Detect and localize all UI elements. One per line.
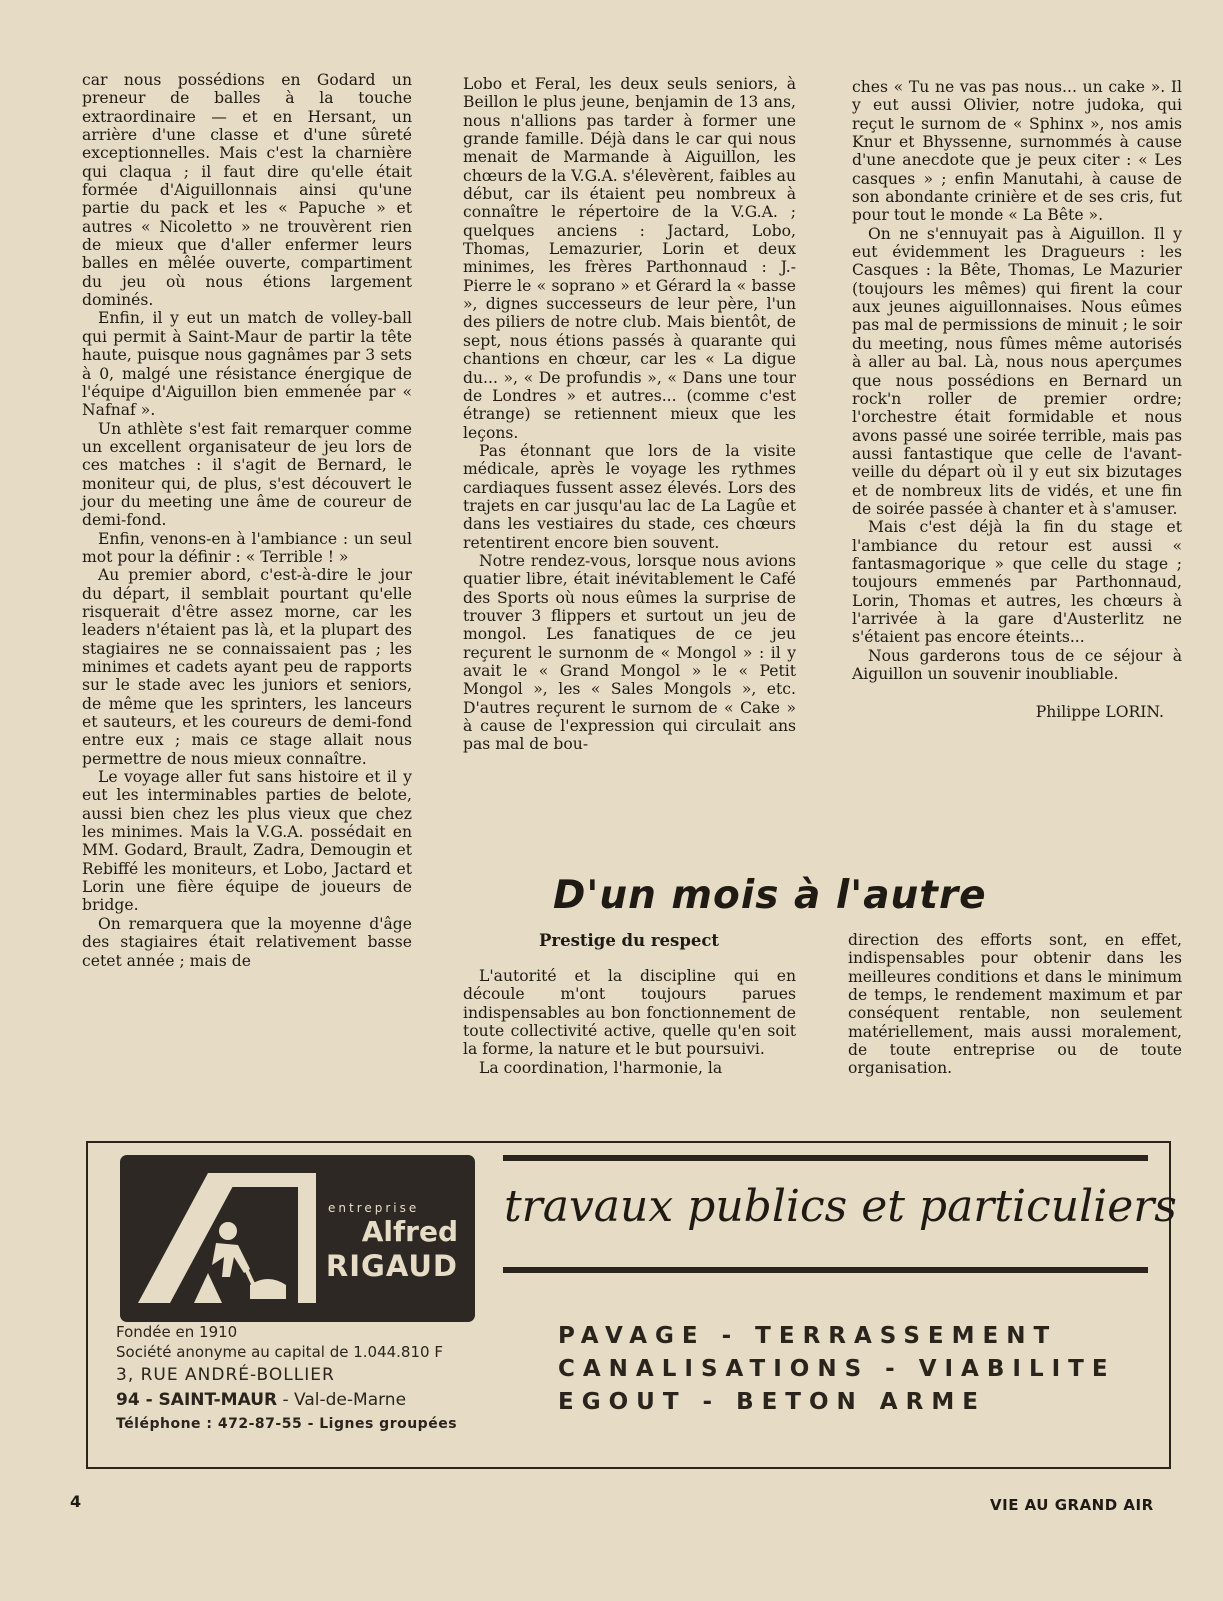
article-paragraph: Enfin, il y eut un match de volley-ball qui permit à Saint-Maur de partir la tête haute, puisque nous gagnâmes par 3 sets à 0, malgé une résistance énergique de l'équipe d'Aiguillon bien emmenée par « Nafnaf ». (82, 309, 412, 420)
article-paragraph: Notre rendez-vous, lorsque nous avions quatier libre, était inévitablement le Café des Sports où nous eûmes la surprise de trouver 3 flippers et surtout un jeu de mongol. Les fanatiques de ce jeu reçurent le surnonm de « Mongol » : il y avait le « Grand Mongol » le « Petit Mongol », les « Sales Mongols », etc. D'autres reçurent le surnom de « Cake » à cause de l'expression qui circulait ans pas mal de bou- (463, 551, 796, 754)
article-paragraph: Lobo et Feral, les deux seuls seniors, à Beillon le plus jeune, benjamin de 13 ans, nous n'allions pas tarder à former une grande famille. Déjà dans le car qui nous menait de Marmande à Aiguillon, les chœurs de la V.G.A. s'élevèrent, faibles au début, car ils étaient peu nombreux à connaître le répertoire de la V.G.A. ; quelques anciens : Jactard, Lobo, Thomas, Lemazurier, Lorin et deux minimes, les frères Parthonnaud : J.-Pierre le « soprano » et Gérard la « basse », dignes successeurs de leur père, l'un des piliers de notre club. Mais bientôt, de sept, nous étions passés à quarante qui chantions en chœur, car les « La digue du... », « De profundis », « Dans une tour de Londres » et autres... (comme c'est étrange) se retiennent mieux que les leçons. (463, 75, 796, 442)
article-paragraph: Le voyage aller fut sans histoire et il y eut les interminables parties de belote, aussi bien chez les plus vieux que chez les minimes. Mais la V.G.A. possédait en MM. Godard, Brault, Zadra, Demougin et Rebiffé les moniteurs, et Lobo, Jactard et Lorin une fière équipe de joueurs de bridge. (82, 768, 412, 915)
company-info (116, 1323, 457, 1436)
article-paragraph: Mais c'est déjà la fin du stage et l'ambiance du retour est aussi « fantasmagorique » que celle du stage ; toujours emmenés par Parthonnaud, Lorin, Thomas et autres, les chœurs à l'arrivée à la gare d'Austerlitz ne s'étaient pas encore éteints... (852, 518, 1182, 647)
services-list (558, 1320, 1116, 1419)
article-paragraph: Un athlète s'est fait remarquer comme un excellent organisateur de jeu lors de ces matches : il s'agit de Bernard, le moniteur qui, de plus, s'est découvert le jour du meeting une âme de coureur de demi-fond. (82, 419, 412, 530)
worker-logo-icon (138, 1173, 328, 1305)
article-paragraph: car nous possédions en Godard un preneur de balles à la touche extraordinaire — et en Hersant, un arrière d'une classe et d'une sûreté exceptionnelles. Mais c'est la charnière qui claqua ; il faut dire qu'elle était formée d'Aiguillonnais ainsi qu'une partie du pack et les « Papuche » et autres « Nicoletto » ne trouvèrent rien de mieux que d'aller enfermer leurs balles en mêlée ouverte, compartiment du jeu où nous étions largement dominés. (82, 71, 412, 310)
article-paragraph: Au premier abord, c'est-à-dire le jour du départ, il semblait pourtant qu'elle risquerait d'être assez morne, car les leaders n'étaient pas là, et la plupart des stagiaires ne se connaissaient pas ; les minimes et cadets ayant peu de rapports sur le stade avec les juniors et seniors, de même que les sprinters, les lanceurs et sauteurs, et les coureurs de demi-fond entre eux ; mais ce stage allait nous permettre de nous mieux connaître. (82, 566, 412, 768)
city-bold: 94 - SAINT-MAUR (116, 1390, 278, 1410)
logo-name-last: RIGAUD (325, 1249, 458, 1283)
company-line: Société anonyme au capital de 1.044.810 F (116, 1343, 443, 1361)
service-line: EGOUT - BETON ARME (558, 1389, 986, 1415)
article-column-2 (463, 75, 796, 754)
section-paragraph: direction des efforts sont, en effet, indispensables pour obtenir dans les meilleures conditions et dans le minimum de temps, le rendement maximum et par conséquent rentable, non seulement matériellement, mais aussi moralement, de toute entreprise ou de toute organisation. (848, 931, 1182, 1078)
city-region: - Val-de-Marne (277, 1390, 407, 1410)
section-column-1 (463, 967, 796, 1077)
article-paragraph: Pas étonnant que lors de la visite médicale, après le voyage les rythmes cardiaques fussent assez élevés. Lors des trajets en car jusqu'au lac de La Lagûe et dans les vestiaires du stade, ces chœurs retentirent encore bien souvent. (463, 441, 796, 552)
section-column-2 (848, 931, 1182, 1078)
service-line: CANALISATIONS - VIABILITE (558, 1356, 1116, 1382)
service-line: PAVAGE - TERRASSEMENT (558, 1323, 1058, 1349)
company-logo (120, 1155, 475, 1322)
page-number: 4 (70, 1492, 82, 1511)
article-column-3 (852, 78, 1182, 722)
logo-entreprise-label: entreprise (328, 1201, 420, 1215)
article-paragraph: Enfin, venons-en à l'ambiance : un seul mot pour la définir : « Terrible ! » (82, 529, 412, 566)
article-column-1 (82, 71, 412, 970)
article-paragraph: ches « Tu ne vas pas nous... un cake ». Il y eut aussi Olivier, notre judoka, qui reçut le surnom de « Sphinx », nos amis Knur et Bhyssenne, surnommés à cause d'une anecdote que je peux citer : « Les casques » ; enfin Manutahi, à cause de son abondante crinière et de ses cris, fut pour tout le monde « La Bête ». (852, 78, 1182, 225)
advertisement (86, 1141, 1177, 1469)
section-subheading: Prestige du respect (539, 931, 720, 950)
magazine-name: VIE AU GRAND AIR (990, 1496, 1154, 1514)
founded-line: Fondée en 1910 (116, 1323, 238, 1341)
section-paragraph: La coordination, l'harmonie, la (479, 1058, 723, 1077)
section-paragraph: L'autorité et la discipline qui en découle m'ont toujours parues indispensables au bon fonctionnement de toute collectivité active, quelle qu'en soit la forme, la nature et le but poursuivi. (463, 967, 796, 1059)
slogan-rule-bottom (503, 1267, 1148, 1273)
article-paragraph: On ne s'ennuyait pas à Aiguillon. Il y eut évidemment les Dragueurs : les Casques : la Bête, Thomas, Le Mazurier (toujours les mêmes) qui firent la cour aux jeunes aiguillonnaises. Nous eûmes pas mal de permissions de minuit ; le soir du meeting, nous fûmes même autorisés à aller au bal. Là, nous nous aperçumes que nous possédions en Bernard un rock'n roller de premier ordre; l'orchestre était formidable et nous avons passé une soirée terrible, mais pas aussi fantastique que celle de l'avant-veille du départ où il y eut six bizutages et de nombreux lits de vidés, et une fin de soirée passée à chanter et à s'amuser. (852, 224, 1182, 518)
logo-name-first: Alfred (361, 1215, 458, 1248)
article-paragraph: On remarquera que la moyenne d'âge des stagiaires était relativement basse cetet année ; mais de (82, 914, 412, 970)
city-line (116, 1388, 457, 1412)
phone-line: Téléphone : 472-87-55 - Lignes groupées (116, 1416, 458, 1432)
article-paragraph: Nous garderons tous de ce séjour à Aiguillon un souvenir inoubliable. (852, 646, 1182, 683)
article-signature: Philippe LORIN. (1035, 703, 1164, 722)
address-line: 3, RUE ANDRÉ-BOLLIER (116, 1365, 335, 1385)
slogan-rule-top (503, 1155, 1148, 1161)
ad-slogan: travaux publics et particuliers (504, 1181, 1177, 1232)
section-heading: D'un mois à l'autre (553, 873, 987, 918)
